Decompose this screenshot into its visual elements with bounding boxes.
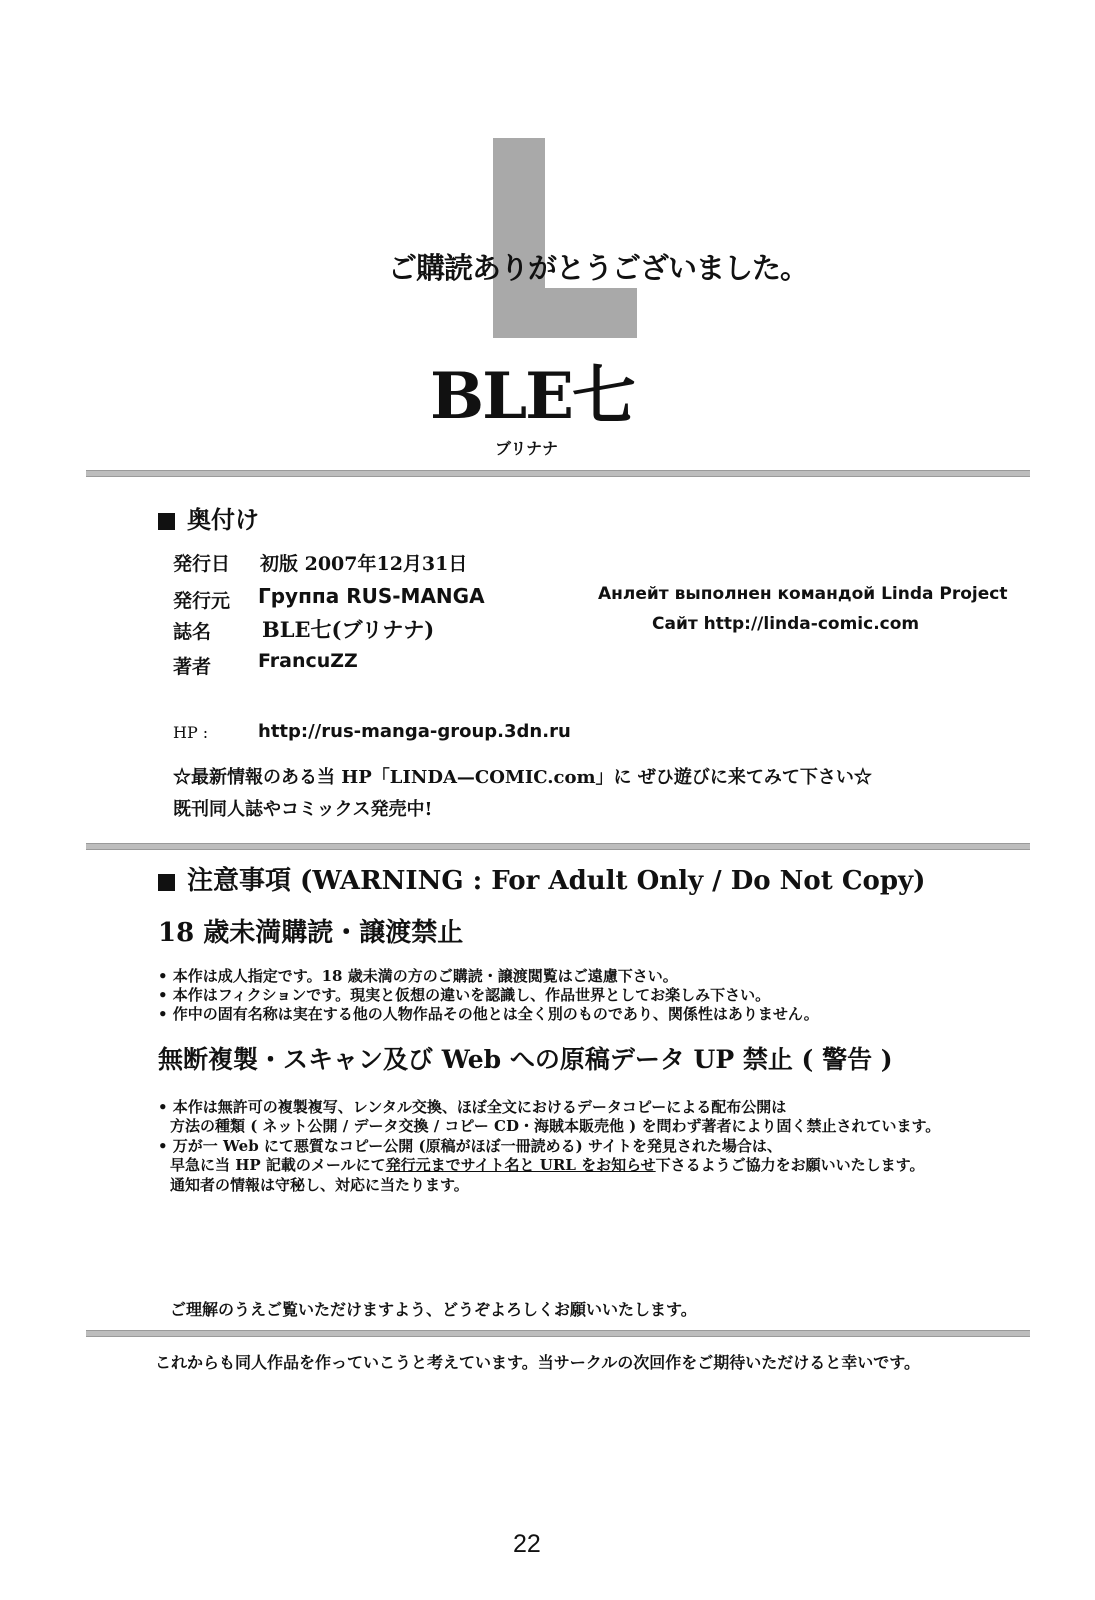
warning-age-restriction: 18 歳未満購読・譲渡禁止 <box>158 918 464 948</box>
warning-bullet-2: • 本作はフィクションです。現実と仮想の違いを認識し、作品世界としてお楽しみ下さい。 <box>158 986 771 1004</box>
row-value-title: BLE七(ブリナナ) <box>262 617 435 642</box>
square-bullet-icon <box>158 513 175 530</box>
warning-heading <box>158 860 925 897</box>
warning-copy-line-4-a: 早急に当 HP 記載のメールにて <box>170 1156 386 1174</box>
row-label-title: 誌名 <box>173 621 212 643</box>
warning-copy-line-2: 方法の種類 ( ネット公開 / データ交換 / コピー CD・海賊本販売他 ) を問わず著者により固く禁止されています。 <box>170 1117 941 1135</box>
divider-bottom <box>86 1330 1030 1337</box>
logo-l-horizontal <box>493 288 637 338</box>
warning-copy-line-3: • 万が一 Web にて悪質なコピー公開 (原稿がほぼ一冊読める) サイトを発見された場合は、 <box>158 1137 782 1155</box>
warning-copy-line-1: • 本作は無許可の複製複写、レンタル交換、ほぼ全文におけるデータコピーによる配布公開は <box>158 1098 787 1116</box>
credit-site: Сайт http://linda-comic.com <box>652 614 920 634</box>
brand-title: BLE七 <box>430 359 634 434</box>
thanks-message: ご購読ありがとうございました。 <box>388 251 809 285</box>
row-label-publisher: 発行元 <box>173 590 231 612</box>
credit-translation: Анлейт выполнен командой Linda Project <box>598 584 1008 604</box>
row-value-author: FrancuZZ <box>258 650 358 672</box>
row-value-publisher: Группа RUS-MANGA <box>258 584 485 608</box>
warning-copy-line-5: 通知者の情報は守秘し、対応に当たります。 <box>170 1176 469 1194</box>
warning-bullet-1: • 本作は成人指定です。18 歳未満の方のご購読・譲渡閲覧はご遠慮下さい。 <box>158 967 678 985</box>
closing-message: ご理解のうえご覧いただけますよう、どうぞよろしくお願いいたします。 <box>170 1300 697 1319</box>
warning-copy-line-4-c: 下さるようご協力をお願いいたします。 <box>655 1156 925 1174</box>
square-bullet-icon <box>158 874 175 891</box>
warning-copy-prohibited: 無断複製・スキャン及び Web への原稿データ UP 禁止 ( 警告 ) <box>158 1045 893 1074</box>
promo-line-1: ☆最新情報のある当 HP「LINDA—COMIC.com」に ぜひ遊びに来てみて下さい☆ <box>173 767 872 788</box>
promo-line-2: 既刊同人誌やコミックス発売中! <box>173 799 433 820</box>
row-label-date: 発行日 <box>173 553 231 575</box>
divider-middle <box>86 843 1030 850</box>
row-label-author: 著者 <box>173 656 212 678</box>
warning-heading-text: 注意事項 (WARNING : For Adult Only / Do Not Copy) <box>187 866 926 896</box>
page-number: 22 <box>513 1530 541 1558</box>
warning-bullet-3: • 作中の固有名称は実在する他の人物作品その他とは全く別のものであり、関係性はありません。 <box>158 1005 819 1023</box>
colophon-heading <box>158 500 259 535</box>
warning-copy-line-4-underlined: 発行元までサイト名と URL をお知らせ <box>385 1156 656 1174</box>
hp-label: HP : <box>173 723 209 742</box>
colophon-heading-text: 奥付け <box>187 505 259 534</box>
warning-copy-line-4 <box>170 1156 924 1175</box>
divider-top <box>86 470 1030 477</box>
footer-message: これからも同人作品を作っていこうと考えています。当サークルの次回作をご期待いただけると幸いです。 <box>155 1353 920 1372</box>
row-value-date: 初版 2007年12月31日 <box>260 553 468 575</box>
brand-reading: ブリナナ <box>495 439 559 458</box>
hp-url[interactable]: http://rus-manga-group.3dn.ru <box>258 721 571 742</box>
